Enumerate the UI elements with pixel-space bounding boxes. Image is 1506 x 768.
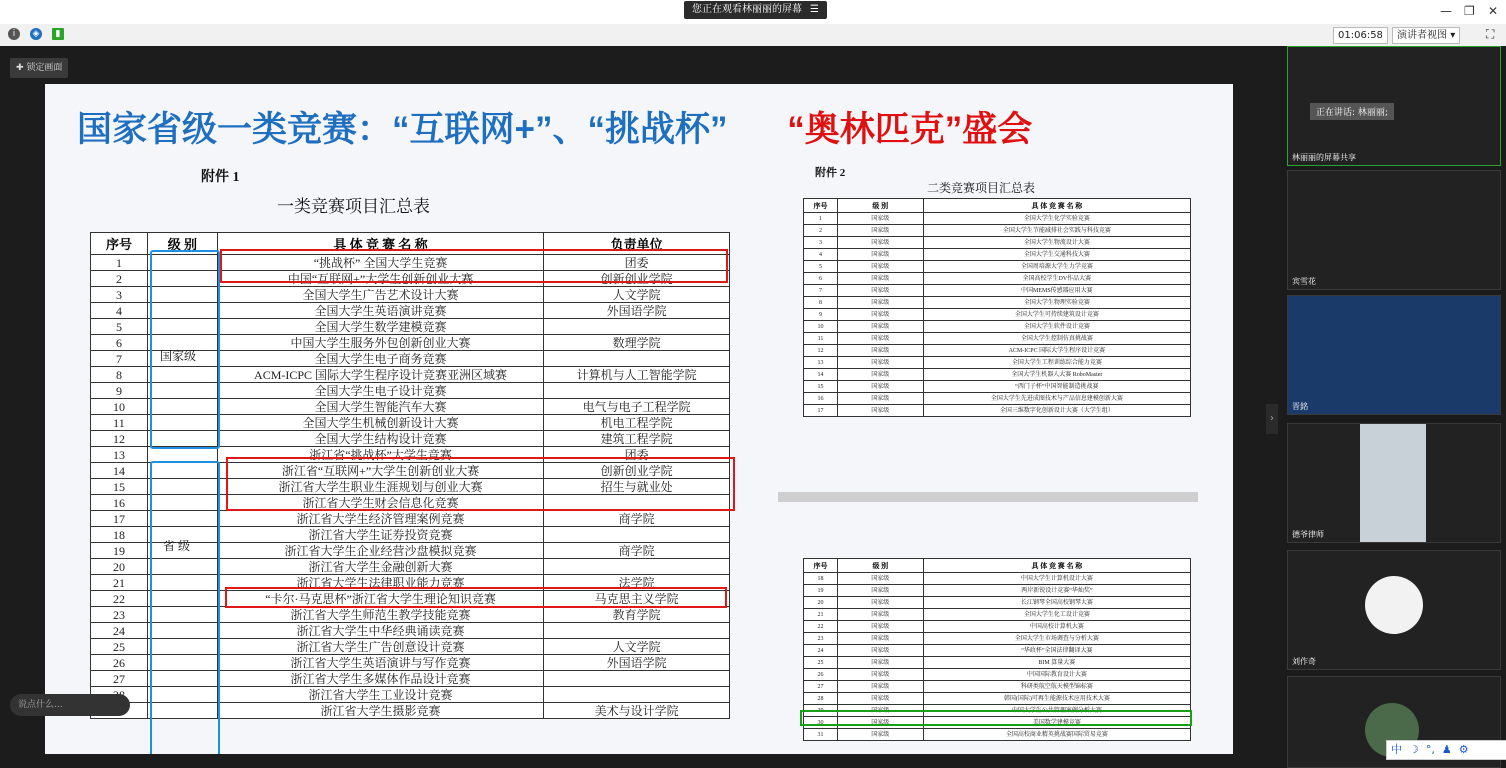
table-cell: 8 — [91, 367, 148, 383]
fullscreen-icon[interactable]: ⛶ — [1486, 27, 1495, 41]
table-cell: 两岸新锐设计竞赛“华灿奖” — [923, 585, 1190, 597]
table-cell — [544, 351, 730, 367]
moon-icon[interactable]: ☽ — [1409, 743, 1419, 756]
table-cell: 中国国际教育设计大赛 — [923, 669, 1190, 681]
meeting-toolbar — [0, 24, 1506, 47]
table-cell: 国家级 — [837, 573, 923, 585]
table-cell: 15 — [91, 479, 148, 495]
table-cell: 科研类航空航天模型锦标赛 — [923, 681, 1190, 693]
table-cell: 国家级 — [837, 345, 923, 357]
table-cell: 3 — [91, 287, 148, 303]
lock-screen-label: 锁定画面 — [26, 63, 63, 73]
table-cell: 浙江省大学生工业设计竞赛 — [217, 687, 543, 703]
table-cell: 27 — [804, 681, 838, 693]
participant-tile[interactable] — [1287, 550, 1501, 670]
attachment1-label: 附件 1 — [201, 170, 240, 185]
table-cell: 18 — [804, 573, 838, 585]
level-provincial-label: 省 级 — [163, 539, 191, 553]
punctuation-icon[interactable]: °, — [1425, 743, 1435, 756]
table-cell: “西门子杯”中国智能制造挑战赛 — [923, 381, 1190, 393]
table-cell: 中国大学生计算机设计大赛 — [923, 573, 1190, 585]
info-icon[interactable]: i — [8, 28, 20, 40]
table-cell: 国家级 — [837, 633, 923, 645]
table-cell: 4 — [804, 249, 838, 261]
table-cell: 全国大学生交通科技大赛 — [923, 249, 1190, 261]
table-cell: 建筑工程学院 — [544, 431, 730, 447]
table-cell: 全国大学生电子商务竞赛 — [217, 351, 543, 367]
table-cell: 美国数学建模竞赛 — [923, 717, 1190, 729]
table-cell: 全国周培源大学生力学竞赛 — [923, 261, 1190, 273]
table-cell: 22 — [804, 621, 838, 633]
table-cell — [544, 687, 730, 703]
table-cell: 浙江省大学生中华经典诵读竞赛 — [217, 623, 543, 639]
table-cell: 全国大学生先进成图技术与产品信息建模创新大赛 — [923, 393, 1190, 405]
table-row — [804, 225, 1191, 237]
table-cell: 6 — [91, 335, 148, 351]
lock-screen-button[interactable] — [10, 58, 68, 78]
highlight-rows-1-2 — [220, 249, 728, 283]
table-cell: 中国高校计算机大赛 — [923, 621, 1190, 633]
table-cell: 国家级 — [837, 657, 923, 669]
table-header: 负责单位 — [544, 233, 730, 255]
table-cell: 21 — [91, 575, 148, 591]
participant-tile[interactable] — [1287, 423, 1501, 543]
camera-video — [1360, 424, 1426, 542]
table-cell: 12 — [804, 345, 838, 357]
table-cell: 26 — [91, 655, 148, 671]
table-cell: 全国大学生市场调查与分析大赛 — [923, 633, 1190, 645]
minimize-button[interactable]: — — [1440, 4, 1452, 18]
table-cell: 韩国(国际)可再生能源技术应用技术大赛 — [923, 693, 1190, 705]
table-cell: 16 — [804, 393, 838, 405]
table-cell: “挑战杯” 全国大学生竞赛 — [217, 255, 543, 271]
table-cell: 11 — [91, 415, 148, 431]
table-cell: 招生与就业处 — [544, 479, 730, 495]
table-cell: 11 — [804, 333, 838, 345]
table-cell: 商学院 — [544, 543, 730, 559]
table-cell: 17 — [804, 405, 838, 417]
table-cell: 浙江省大学生经济管理案例竞赛 — [217, 511, 543, 527]
table-row — [804, 357, 1191, 369]
table-cell: 全国大学生机械创新设计大赛 — [217, 415, 543, 431]
table-cell: 机电工程学院 — [544, 415, 730, 431]
table-cell: 浙江省大学生摄影竞赛 — [217, 703, 543, 719]
menu-icon[interactable]: ☰ — [810, 4, 819, 15]
table-cell: 国家级 — [837, 729, 923, 741]
table-cell: 马克思主义学院 — [544, 591, 730, 607]
table-cell: 18 — [91, 527, 148, 543]
meeting-timer: 01:06:58 — [1333, 27, 1388, 44]
table-cell: 教育学院 — [544, 607, 730, 623]
table-row — [804, 261, 1191, 273]
table-cell: 16 — [91, 495, 148, 511]
close-button[interactable]: ✕ — [1488, 4, 1499, 18]
table-cell: 国家级 — [837, 597, 923, 609]
table-cell: 全国大学生英语演讲竞赛 — [217, 303, 543, 319]
table-row — [804, 681, 1191, 693]
table-cell: 21 — [804, 609, 838, 621]
table-cell: 浙江省大学生多媒体作品设计竞赛 — [217, 671, 543, 687]
table-cell: 数理学院 — [544, 335, 730, 351]
table-cell: 国家级 — [837, 333, 923, 345]
table-cell: 13 — [91, 447, 148, 463]
table-cell: 长江钢琴全国高校钢琴大赛 — [923, 597, 1190, 609]
table-cell: 创新创业学院 — [544, 271, 730, 287]
table-cell: 25 — [804, 657, 838, 669]
table-row — [804, 405, 1191, 417]
table-cell: 24 — [91, 623, 148, 639]
table-cell: 7 — [91, 351, 148, 367]
table-cell: 国家级 — [837, 705, 923, 717]
table-row — [804, 285, 1191, 297]
table-cell: 10 — [91, 399, 148, 415]
highlight-rows-13-15 — [226, 457, 735, 511]
table-cell: 9 — [91, 383, 148, 399]
table-cell: 中国大学生服务外包创新创业大赛 — [217, 335, 543, 351]
table-cell: 14 — [91, 463, 148, 479]
table-cell: 25 — [91, 639, 148, 655]
table-cell: 1 — [91, 255, 148, 271]
table-cell: 人文学院 — [544, 639, 730, 655]
highlight-row-21 — [225, 587, 727, 608]
table-cell: 全国大学生物流设计大赛 — [923, 237, 1190, 249]
table-row — [804, 237, 1191, 249]
table-cell: 全国高校商业精英挑战赛国际贸易竞赛 — [923, 729, 1190, 741]
table-cell: 外国语学院 — [544, 655, 730, 671]
participant-name: 德爷律师 — [1292, 530, 1324, 539]
table-row — [804, 693, 1191, 705]
table-cell: 国家级 — [837, 285, 923, 297]
table-header: 级 别 — [837, 559, 923, 573]
table-cell: 商学院 — [544, 511, 730, 527]
table-cell: 30 — [804, 717, 838, 729]
participant-tile[interactable] — [1287, 170, 1501, 290]
speaking-indicator: 正在讲话: 林丽丽; — [1310, 103, 1394, 120]
chevron-down-icon: ▾ — [1450, 30, 1456, 41]
attachment2-label: 附件 2 — [815, 167, 846, 179]
slide-title — [77, 102, 1032, 152]
table-cell — [544, 383, 730, 399]
table-row — [804, 333, 1191, 345]
table-cell: 1 — [804, 213, 838, 225]
restore-button[interactable]: ❐ — [1464, 4, 1475, 18]
table-cell: 24 — [804, 645, 838, 657]
table-row — [804, 669, 1191, 681]
participant-name: 宾雪花 — [1292, 277, 1316, 286]
table-cell: 全国大学生化工设计竞赛 — [923, 609, 1190, 621]
view-mode-dropdown[interactable] — [1392, 27, 1460, 44]
table-cell — [544, 527, 730, 543]
table-header: 级 别 — [837, 199, 923, 213]
table-cell: 国家级 — [837, 261, 923, 273]
slide-title-red: “奥林匹克”盛会 — [787, 110, 1033, 149]
table-header: 具 体 竞 赛 名 称 — [923, 559, 1190, 573]
table-cell: 全国大学生工程训练综合能力竞赛 — [923, 357, 1190, 369]
table-cell — [544, 623, 730, 639]
table-row — [804, 213, 1191, 225]
table-cell: 团委 — [544, 255, 730, 271]
table-cell: ACM-ICPC 国际大学生程序设计竞赛 — [923, 345, 1190, 357]
table-row — [804, 645, 1191, 657]
collapse-sidebar-button[interactable]: › — [1266, 404, 1278, 434]
table-cell: 14 — [804, 369, 838, 381]
table-row — [804, 633, 1191, 645]
participant-tile[interactable] — [1287, 46, 1501, 166]
table-cell: “卡尔·马克思杯”浙江省大学生理论知识竞赛 — [217, 591, 543, 607]
table-cell: 计算机与人工智能学院 — [544, 367, 730, 383]
table-cell: 国家级 — [837, 681, 923, 693]
table-cell: 国家级 — [837, 645, 923, 657]
table-cell: 23 — [91, 607, 148, 623]
table-cell: BIM 算量大赛 — [923, 657, 1190, 669]
table-cell: 19 — [91, 543, 148, 559]
ime-toolbar[interactable] — [1386, 740, 1506, 760]
table-cell: 浙江省大学生广告创意设计竞赛 — [217, 639, 543, 655]
table-cell: 2 — [804, 225, 838, 237]
table-cell: 浙江省大学生财会信息化竞赛 — [217, 495, 543, 511]
table-cell: 美术与设计学院 — [544, 703, 730, 719]
table-cell: 浙江省大学生金融创新大赛 — [217, 559, 543, 575]
table-cell: 全国大学生广告艺术设计大赛 — [217, 287, 543, 303]
table-cell: 浙江省大学生师范生教学技能竞赛 — [217, 607, 543, 623]
table-cell: 创新创业学院 — [544, 463, 730, 479]
table-row — [804, 393, 1191, 405]
table-cell: 国家级 — [837, 309, 923, 321]
table-cell: 中国MEMS传感器应用大赛 — [923, 285, 1190, 297]
table-cell: 国家级 — [837, 621, 923, 633]
table-cell: 全国大学生可持续建筑设计竞赛 — [923, 309, 1190, 321]
table-cell: 团委 — [544, 447, 730, 463]
viewing-text: 您正在观看林丽丽的屏幕 — [692, 4, 802, 15]
table-cell: 国家级 — [837, 609, 923, 621]
table-cell: 4 — [91, 303, 148, 319]
table-cell: 28 — [804, 693, 838, 705]
page-divider — [778, 492, 1198, 502]
table-row — [804, 573, 1191, 585]
user-icon[interactable]: ♟ — [1441, 743, 1452, 756]
table-cell: 19 — [804, 585, 838, 597]
shield-icon[interactable]: ◈ — [30, 28, 42, 40]
table-row — [804, 297, 1191, 309]
table-cell: 浙江省大学生法律职业能力竞赛 — [217, 575, 543, 591]
table-cell: 15 — [804, 381, 838, 393]
table-cell: 国家级 — [837, 321, 923, 333]
signal-icon[interactable]: ▮ — [52, 28, 64, 40]
table-cell: 国家级 — [837, 405, 923, 417]
pin-icon: ✚ — [16, 63, 24, 73]
table-cell: 全国大学生化学实验竞赛 — [923, 213, 1190, 225]
table-cell: 国家级 — [837, 213, 923, 225]
table-cell: 26 — [804, 669, 838, 681]
participant-name: 林丽丽的屏幕共享 — [1292, 153, 1356, 162]
table-cell: 国家级 — [837, 585, 923, 597]
table-cell: 20 — [804, 597, 838, 609]
table-header: 序号 — [804, 199, 838, 213]
table-cell: 国家级 — [837, 357, 923, 369]
table-cell: 2 — [91, 271, 148, 287]
table-cell: 全国大学生机器人大赛 RoboMaster — [923, 369, 1190, 381]
table-cell: 国家级 — [837, 237, 923, 249]
table-cell: 13 — [804, 357, 838, 369]
table-cell: 浙江省大学生企业经营沙盘模拟竞赛 — [217, 543, 543, 559]
table-cell: 全国大学生控制仿真挑战赛 — [923, 333, 1190, 345]
table-cell: 10 — [804, 321, 838, 333]
table-cell: 浙江省“互联网+”大学生创新创业大赛 — [217, 463, 543, 479]
table-cell: 国家级 — [837, 273, 923, 285]
table-cell: 9 — [804, 309, 838, 321]
view-mode-label: 演讲者视图 — [1397, 30, 1447, 41]
table-row — [804, 249, 1191, 261]
table-cell: 31 — [804, 729, 838, 741]
table-cell: 全国大学生电子设计竞赛 — [217, 383, 543, 399]
highlight-row-29-green — [800, 710, 1192, 726]
table-attachment2-part1 — [803, 198, 1191, 417]
table-header: 序号 — [91, 233, 148, 255]
table-row — [804, 321, 1191, 333]
table-row — [804, 345, 1191, 357]
table-cell: 29 — [804, 705, 838, 717]
table-cell: 国家级 — [837, 225, 923, 237]
table-cell: 全国三维数字化创新设计大赛（大学生组） — [923, 405, 1190, 417]
provincial-level-highlight — [150, 461, 220, 754]
presentation-slide — [45, 84, 1233, 754]
table-cell: 国家级 — [837, 297, 923, 309]
table-cell: 全国大学生智能汽车大赛 — [217, 399, 543, 415]
table-row — [804, 621, 1191, 633]
settings-icon[interactable]: ⚙ — [1458, 743, 1469, 756]
participant-name: 晋銘 — [1292, 402, 1308, 411]
table-row — [804, 309, 1191, 321]
participant-sidebar — [1281, 46, 1506, 768]
table-cell: 浙江省大学生英语演讲与写作竞赛 — [217, 655, 543, 671]
level-national-label: 国家级 — [160, 349, 197, 363]
table-header: 序号 — [804, 559, 838, 573]
national-level-highlight — [150, 250, 220, 449]
table-cell: 浙江省大学生职业生涯规划与创业大赛 — [217, 479, 543, 495]
table-cell: 国家级 — [837, 381, 923, 393]
table-row — [804, 729, 1191, 741]
slide-title-blue: 国家省级一类竞赛：“互联网+”、“挑战杯” — [77, 110, 728, 149]
table-cell: 全国大学生节能减排社会实践与科技竞赛 — [923, 225, 1190, 237]
table-cell: 8 — [804, 297, 838, 309]
ime-language-icon[interactable]: 中 — [1391, 743, 1402, 756]
table-cell: 20 — [91, 559, 148, 575]
table-row — [804, 609, 1191, 621]
table-cell: 27 — [91, 671, 148, 687]
participant-tile[interactable] — [1287, 295, 1501, 415]
table-cell: 电气与电子工程学院 — [544, 399, 730, 415]
window-titlebar — [0, 0, 1506, 24]
table-cell: 人文学院 — [544, 287, 730, 303]
table-cell: 全国大学生软件设计竞赛 — [923, 321, 1190, 333]
table-row — [804, 585, 1191, 597]
table-cell: 3 — [804, 237, 838, 249]
table-cell: 中国大学生公共管理案例分析大赛 — [923, 705, 1190, 717]
table-row — [804, 597, 1191, 609]
table-header: 具 体 竞 赛 名 称 — [217, 233, 543, 255]
viewing-badge[interactable] — [684, 1, 827, 19]
table-cell: 6 — [804, 273, 838, 285]
table-cell: 23 — [804, 633, 838, 645]
chat-input[interactable]: 说点什么... — [10, 694, 130, 716]
table-cell: “华政杯”全国法律翻译大赛 — [923, 645, 1190, 657]
table-cell: 法学院 — [544, 575, 730, 591]
avatar — [1365, 576, 1423, 634]
table-cell: 全国大学生物理实验竞赛 — [923, 297, 1190, 309]
table-cell — [544, 319, 730, 335]
table-cell — [544, 559, 730, 575]
table-cell: 7 — [804, 285, 838, 297]
table-cell: 国家级 — [837, 393, 923, 405]
table-row — [804, 273, 1191, 285]
table-cell: 17 — [91, 511, 148, 527]
table-cell: 国家级 — [837, 717, 923, 729]
table-cell: 5 — [804, 261, 838, 273]
table-row — [804, 369, 1191, 381]
table-cell: 外国语学院 — [544, 303, 730, 319]
table-cell: 5 — [91, 319, 148, 335]
table-cell: 浙江省“挑战杯”大学生竞赛 — [217, 447, 543, 463]
table-cell: ACM-ICPC 国际大学生程序设计竞赛亚洲区域赛 — [217, 367, 543, 383]
table-cell: 国家级 — [837, 369, 923, 381]
table-header: 具 体 竞 赛 名 称 — [923, 199, 1190, 213]
table-cell: 全国大学生数学建模竞赛 — [217, 319, 543, 335]
table-cell: 国家级 — [837, 249, 923, 261]
table-cell: 中国“互联网+”大学生创新创业大赛 — [217, 271, 543, 287]
table-row — [804, 657, 1191, 669]
table-cell — [544, 671, 730, 687]
table-cell: 全国高校学生DV作品大赛 — [923, 273, 1190, 285]
table-header: 级 别 — [147, 233, 217, 255]
attachment1-caption: 一类竞赛项目汇总表 — [277, 197, 430, 216]
attachment2-caption: 二类竞赛项目汇总表 — [927, 181, 1036, 195]
table-cell: 国家级 — [837, 693, 923, 705]
table-row — [804, 381, 1191, 393]
table-cell: 全国大学生结构设计竞赛 — [217, 431, 543, 447]
table-cell: 浙江省大学生证券投资竞赛 — [217, 527, 543, 543]
table-cell: 22 — [91, 591, 148, 607]
participant-name: 刘作奇 — [1292, 657, 1316, 666]
table-cell: 国家级 — [837, 669, 923, 681]
table-cell: 12 — [91, 431, 148, 447]
